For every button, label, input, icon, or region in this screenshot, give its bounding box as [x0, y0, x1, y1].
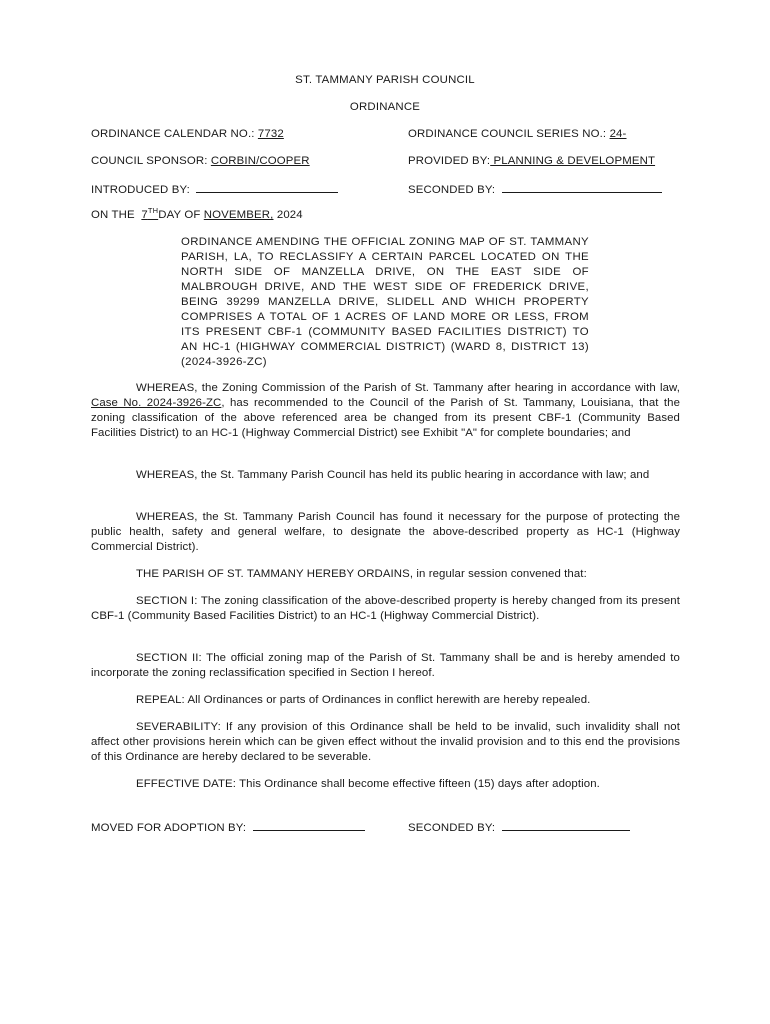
footer-seconded-by-blank	[502, 819, 630, 831]
date-day-of: DAY OF	[158, 209, 201, 221]
series-number	[610, 128, 661, 140]
section-1-text: SECTION I: The zoning classification of the above-described property is hereby changed from its present CBF-1 (Community Based Facilities District) to an HC-1 (Highway Commercial District).	[91, 595, 680, 622]
ordains-paragraph	[91, 567, 680, 582]
date-year: 2024	[276, 209, 303, 221]
seconded-by-blank	[502, 181, 662, 193]
sponsor-label: COUNCIL SPONSOR:	[91, 155, 208, 167]
seconded-by-label: SECONDED BY:	[408, 184, 496, 196]
effective-date-text: EFFECTIVE DATE: This Ordinance shall become effective fifteen (15) days after adoption.	[136, 778, 600, 790]
whereas-paragraph-3	[91, 510, 680, 555]
effective-date-paragraph	[91, 777, 680, 792]
introduced-by-label: INTRODUCED BY:	[91, 184, 190, 196]
date-month: NOVEMBER,	[203, 209, 274, 221]
whereas-1-before: WHEREAS, the Zoning Commission of the Parish of St. Tammany after hearing in accordance with law,	[136, 382, 680, 394]
date-line	[91, 208, 303, 223]
introduced-by-blank	[196, 181, 338, 193]
sponsor-value: CORBIN/COOPER	[210, 155, 310, 167]
provided-by-line	[408, 154, 655, 169]
moved-for-adoption-label: MOVED FOR ADOPTION BY:	[91, 822, 247, 834]
date-prefix: ON THE	[91, 209, 135, 221]
series-label: ORDINANCE COUNCIL SERIES NO.:	[408, 128, 607, 140]
case-number: Case No. 2024-3926-ZC	[91, 397, 222, 409]
whereas-3-text: WHEREAS, the St. Tammany Parish Council has found it necessary for the purpose of protecting the public health, safety and general welfare, to designate the above-described property as HC-1 (Highway Commercial District).	[91, 511, 680, 553]
date-day	[141, 206, 159, 221]
repeal-text: REPEAL: All Ordinances or parts of Ordinances in conflict herewith are hereby repealed.	[136, 694, 591, 706]
council-heading: ST. TAMMANY PARISH COUNCIL	[295, 74, 475, 86]
document-type-heading: ORDINANCE	[349, 101, 421, 113]
section-2-paragraph	[91, 651, 680, 681]
series-number-value: 24-	[609, 128, 627, 140]
sponsor-line	[91, 154, 310, 169]
provided-by-label: PROVIDED BY:	[408, 155, 491, 167]
moved-for-adoption-line	[91, 819, 365, 836]
calendar-label: ORDINANCE CALENDAR NO.:	[91, 128, 255, 140]
whereas-paragraph-2	[91, 468, 680, 483]
whereas-1-after: , has recommended to the Council of the Parish of St. Tammany, Louisiana, that the zoning classification of the above referenced area be changed from its present CBF-1 (Community Based Facilities District) to an HC-1 (Highway Commercial District) see Exhibit "A" for complete boundaries; and	[91, 397, 680, 439]
whereas-paragraph-1	[91, 381, 680, 441]
footer-seconded-by-line	[408, 819, 630, 836]
footer-seconded-by-label: SECONDED BY:	[408, 822, 496, 834]
date-day-number: 7	[141, 209, 148, 221]
provided-by-value: PLANNING & DEVELOPMENT	[490, 155, 656, 167]
severability-paragraph	[91, 720, 680, 765]
severability-text: SEVERABILITY: If any provision of this Ordinance shall be held to be invalid, such invalidity shall not affect other provisions herein which can be given effect without the invalid provision and to this end the provisions of this Ordinance are hereby declared to be severable.	[91, 721, 680, 763]
whereas-2-text: WHEREAS, the St. Tammany Parish Council has held its public hearing in accordance with law; and	[136, 469, 650, 481]
repeal-paragraph	[91, 693, 680, 708]
calendar-number-line	[91, 127, 284, 142]
ordains-text: THE PARISH OF ST. TAMMANY HEREBY ORDAINS, in regular session convened that:	[136, 568, 587, 580]
section-1-paragraph	[91, 594, 680, 624]
seconded-by-line	[408, 181, 662, 198]
section-2-text: SECTION II: The official zoning map of the Parish of St. Tammany shall be and is hereby amended to incorporate the zoning reclassification specified in Section I hereof.	[91, 652, 680, 679]
introduced-by-line	[91, 181, 338, 198]
ordinance-title: ORDINANCE AMENDING THE OFFICIAL ZONING MAP OF ST. TAMMANY PARISH, LA, TO RECLASSIFY A CERTAIN PARCEL LOCATED ON THE NORTH SIDE OF MANZELLA DRIVE, ON THE EAST SIDE OF MALBROUGH DRIVE, AND THE WEST SIDE OF FREDERICK DRIVE, BEING 39299 MANZELLA DRIVE, SLIDELL AND WHICH PROPERTY COMPRISES A TOTAL OF 1 ACRES OF LAND MORE OR LESS, FROM ITS PRESENT CBF-1 (COMMUNITY BASED FACILITIES DISTRICT) TO AN HC-1 (HIGHWAY COMMERCIAL DISTRICT) (WARD 8, DISTRICT 13) (2024-3926-ZC)	[181, 236, 589, 368]
calendar-number: 7732	[257, 128, 284, 140]
moved-for-adoption-blank	[253, 819, 365, 831]
series-number-line	[408, 127, 660, 142]
date-day-suffix: TH	[147, 206, 159, 216]
